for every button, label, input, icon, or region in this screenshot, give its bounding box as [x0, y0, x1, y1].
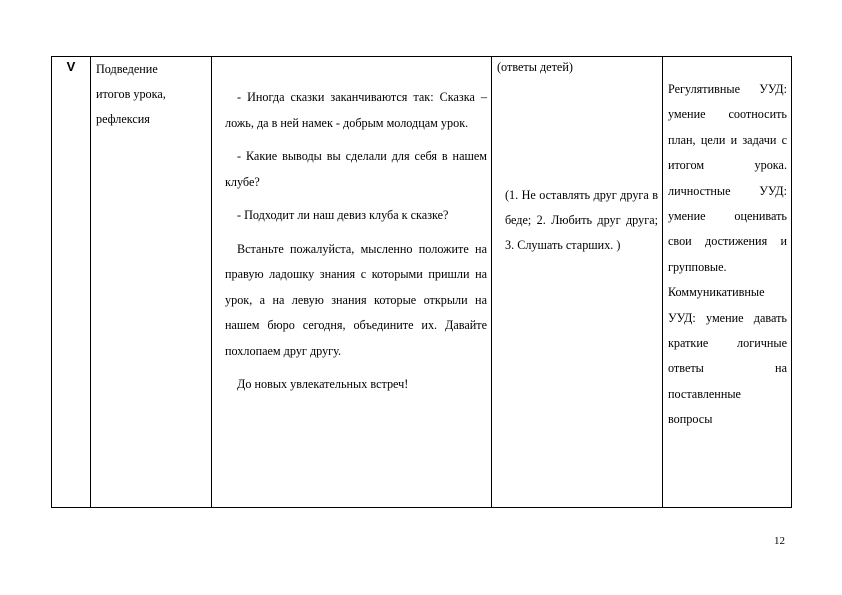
teacher-paragraph: До новых увлекательных встреч!: [237, 377, 409, 391]
stage-number-cell: [52, 57, 91, 508]
teacher-paragraph: - Подходит ли наш девиз клуба к сказке?: [237, 208, 449, 222]
stage-name-line: рефлексия: [96, 112, 150, 126]
teacher-paragraph: - Иногда сказки заканчиваются так: Сказка – ложь, да в ней намек - добрым молодцам урок.: [225, 90, 487, 130]
stage-name-line: Подведение: [96, 62, 158, 76]
student-answers: (1. Не оставлять друг друга в беде; 2. Любить друг друга; 3. Слушать старших. ): [505, 188, 658, 252]
student-activity-cell: [492, 57, 663, 508]
table-row: [52, 57, 792, 508]
lesson-stage-table: [51, 56, 792, 508]
teacher-paragraph: - Какие выводы вы сделали для себя в нашем клубе?: [225, 149, 487, 189]
stage-name-cell: [91, 57, 212, 508]
student-header: (ответы детей): [497, 60, 573, 74]
teacher-paragraph: Встаньте пожалуйста, мысленно положите на правую ладошку знания с которыми пришли на урок, а на левую знания которые открыли на нашем бюро сегодня, объедините их. Давайте похлопаем друг другу.: [225, 241, 487, 358]
page-number: 12: [774, 535, 785, 547]
uud-text: Регулятивные УУД: умение соотносить план, цели и задачи с итогом урока. личностные УУД: умение оценивать свои достижения и групповые. Коммуникативные УУД: умение давать краткие логичные ответы на поставленные вопросы: [668, 82, 787, 427]
stage-name-line: итогов урока,: [96, 87, 166, 101]
stage-number: V: [66, 59, 76, 74]
uud-cell: [663, 57, 792, 508]
teacher-activity-cell: [212, 57, 492, 508]
